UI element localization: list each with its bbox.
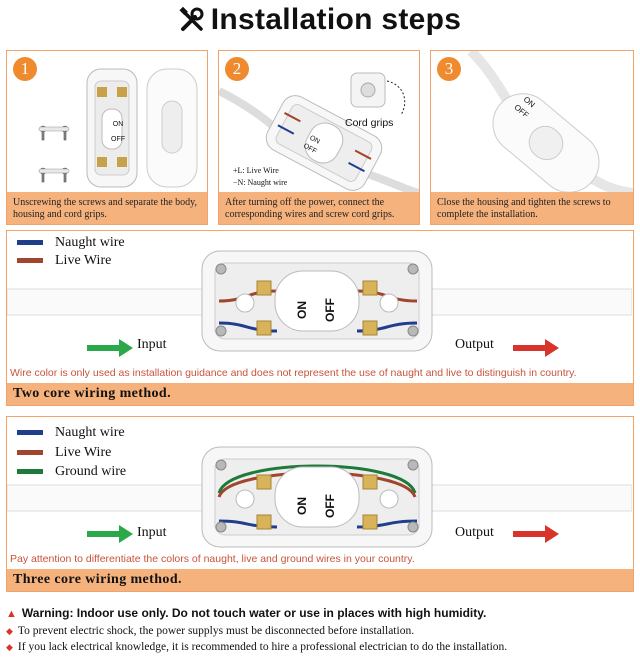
- on-label: ON: [112, 121, 124, 128]
- live-wire-key: +L: Live Wire: [233, 166, 279, 175]
- live-swatch: [17, 450, 43, 455]
- cord-grips-label: Cord grips: [345, 117, 394, 129]
- naught-swatch: [17, 240, 43, 245]
- legend-ground: Ground wire: [17, 462, 126, 480]
- two-core-on-label: ON: [295, 301, 309, 319]
- three-core-on-label: ON: [295, 497, 309, 515]
- legend-live: Live Wire: [17, 251, 111, 269]
- three-core-note: Pay attention to differentiate the colors of naught, live and ground wires in your country.: [10, 553, 415, 565]
- three-core-off-label: OFF: [323, 494, 337, 518]
- two-core-input-label: Input: [137, 337, 167, 352]
- warning-icon: ▲: [6, 608, 17, 620]
- bullet-2: ◆ If you lack electrical knowledge, it is recommended to hire a professional electrician to do the installation.: [6, 641, 508, 653]
- ground-swatch: [17, 469, 43, 474]
- two-core-method-title: Two core wiring method.: [7, 383, 633, 405]
- legend-naught: Naught wire: [17, 423, 125, 441]
- two-core-note: Wire color is only used as installation guidance and does not represent the use of naught and live to distinguish in country.: [10, 367, 577, 379]
- three-core-input-label: Input: [137, 525, 167, 540]
- diamond-bullet-icon: ◆: [6, 642, 13, 652]
- two-core-off-label: OFF: [323, 298, 337, 322]
- wire-key: [233, 165, 287, 189]
- off-label: OFF: [512, 102, 531, 120]
- step-3-panel: [430, 50, 634, 225]
- three-core-output-label: Output: [455, 525, 494, 540]
- three-core-panel: [6, 416, 634, 592]
- step-1-illustration: [7, 51, 207, 193]
- on-label: ON: [521, 94, 537, 110]
- step-1-caption: Unscrewing the screws and separate the body, housing and cord grips.: [7, 192, 207, 224]
- legend-naught: Naught wire: [17, 233, 125, 251]
- step-2-caption: After turning off the power, connect the corresponding wires and screw cord grips.: [219, 192, 419, 224]
- live-swatch: [17, 258, 43, 263]
- header: [0, 0, 640, 40]
- three-core-method-title: Three core wiring method.: [7, 569, 633, 591]
- warning-line: ▲ Warning: Indoor use only. Do not touch water or use in places with high humidity.: [6, 606, 487, 620]
- step-3-caption: Close the housing and tighten the screws to complete the installation.: [431, 192, 633, 224]
- step-2-panel: [218, 50, 420, 225]
- step-1-switch-text: [110, 117, 126, 147]
- on-label: ON: [308, 134, 321, 146]
- two-core-panel: [6, 230, 634, 406]
- bullet-1: ◆ To prevent electric shock, the power supplys must be disconnected before installation.: [6, 625, 415, 637]
- step-3-number: 3: [437, 57, 461, 81]
- tools-icon: [179, 7, 205, 38]
- off-label: OFF: [111, 136, 125, 143]
- naught-swatch: [17, 430, 43, 435]
- step-1-panel: [6, 50, 208, 225]
- step-2-number: 2: [225, 57, 249, 81]
- naught-wire-key: −N: Naught wire: [233, 178, 288, 187]
- legend-live: Live Wire: [17, 443, 111, 461]
- step-3-illustration: [431, 51, 633, 193]
- diamond-bullet-icon: ◆: [6, 626, 13, 636]
- two-core-output-label: Output: [455, 337, 494, 352]
- step-1-number: 1: [13, 57, 37, 81]
- off-label: OFF: [302, 142, 318, 156]
- page-title: Installation steps: [210, 3, 462, 36]
